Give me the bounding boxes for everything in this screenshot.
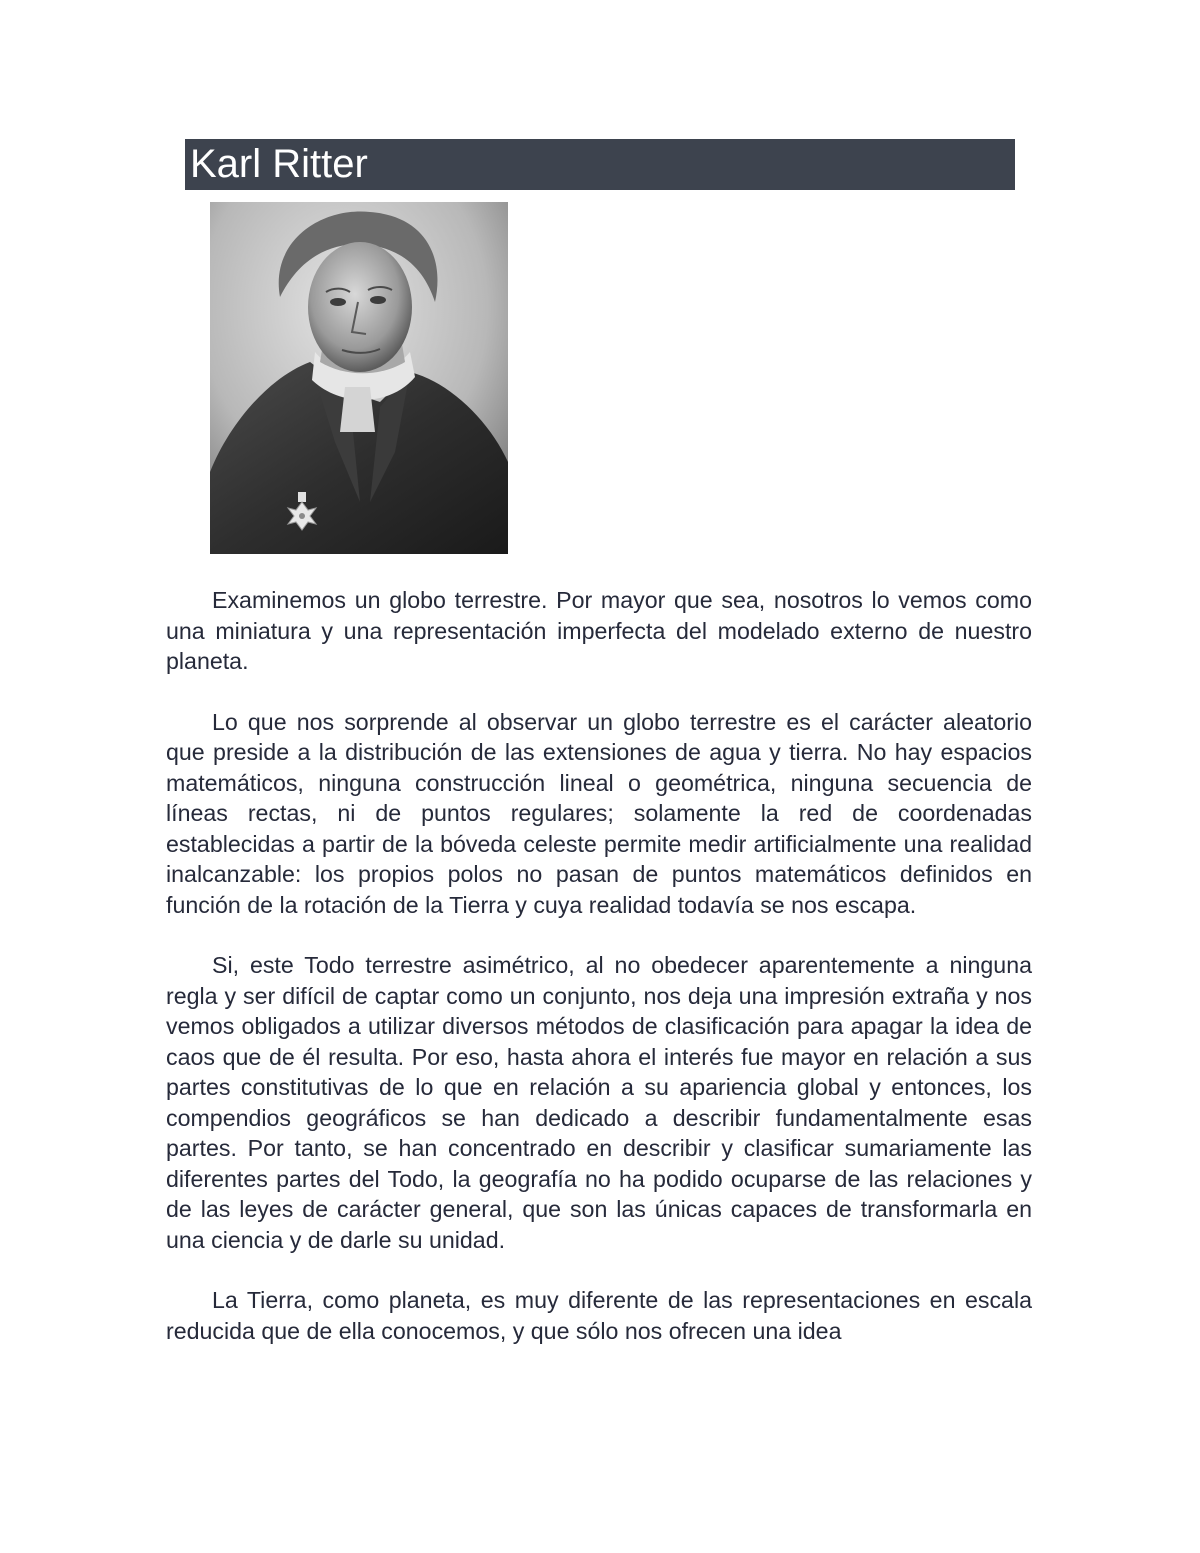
paragraph: La Tierra, como planeta, es muy diferente de las representaciones en escala reducida que de ella conocemos, y que sólo nos ofrecen una idea (166, 1287, 1032, 1344)
paragraph: Examinemos un globo terrestre. Por mayor que sea, nosotros lo vemos como una miniatura y una representación imperfecta del modelado externo de nuestro planeta. (166, 587, 1032, 674)
portrait-engraving (210, 202, 508, 554)
page-title: Karl Ritter (190, 142, 368, 186)
title-bar (185, 139, 1015, 190)
portrait-image (210, 202, 508, 554)
paragraph: Si, este Todo terrestre asimétrico, al no obedecer aparentemente a ninguna regla y ser difícil de captar como un conjunto, nos deja una impresión extraña y nos vemos obligados a utilizar diversos métodos de clasificación para apagar la idea de caos que de él resulta. Por eso, hasta ahora el interés fue mayor en relación a sus partes constitutivas de lo que en relación a su apariencia global y entonces, los compendios geográficos se han dedicado a describir fundamentalmente esas partes. Por tanto, se han concentrado en describir y clasificar sumariamente las diferentes partes del Todo, la geografía no ha podido ocuparse de las relaciones y de las leyes de carácter general, que son las únicas capaces de transformarla en una ciencia y de darle su unidad. (166, 952, 1032, 1253)
paragraph: Lo que nos sorprende al observar un globo terrestre es el carácter aleatorio que preside a la distribución de las extensiones de agua y tierra. No hay espacios matemáticos, ninguna construcción lineal o geométrica, ninguna secuencia de líneas rectas, ni de puntos regulares; solamente la red de coordenadas establecidas a partir de la bóveda celeste permite medir artificialmente una realidad inalcanzable: los propios polos no pasan de puntos matemáticos definidos en función de la rotación de la Tierra y cuya realidad todavía se nos escapa. (166, 708, 1032, 918)
article-body (166, 585, 1032, 1376)
